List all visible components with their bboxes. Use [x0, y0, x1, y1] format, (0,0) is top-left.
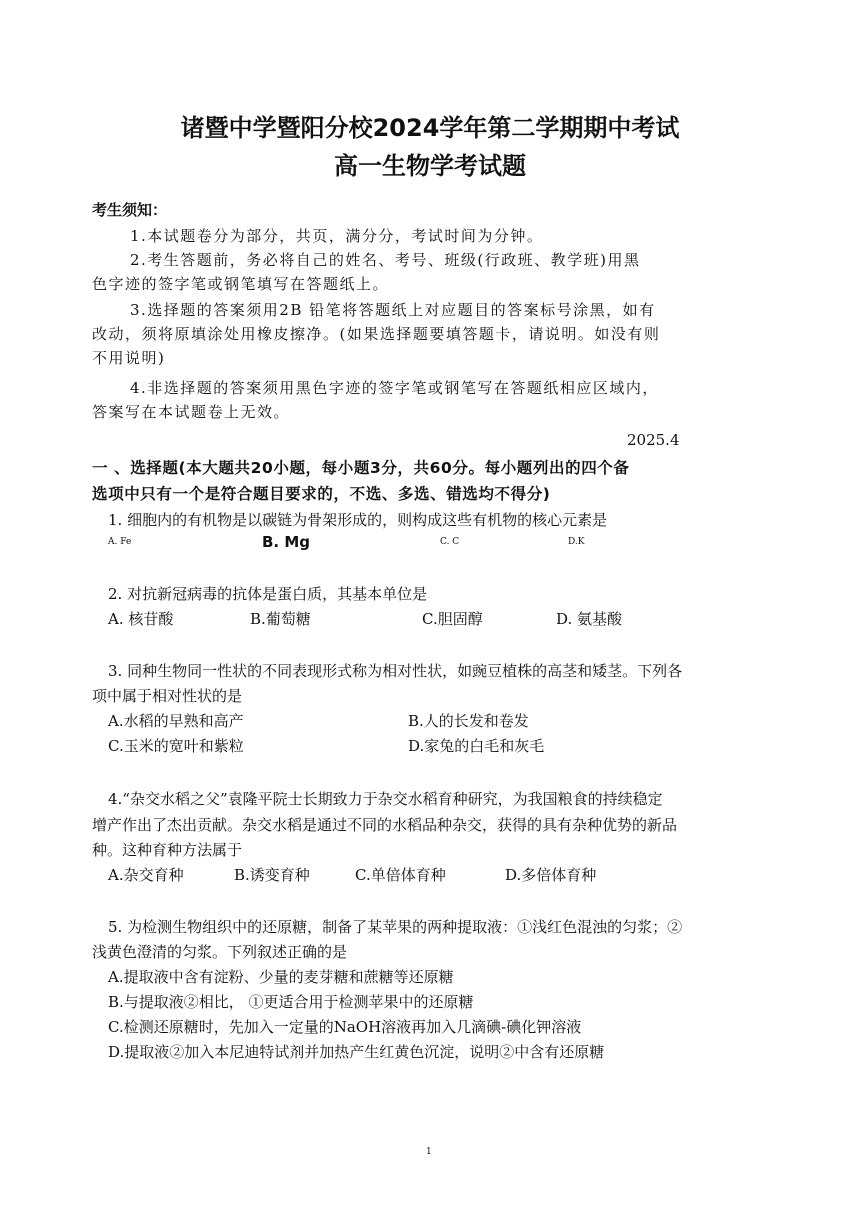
notice-item-3-line-3: 不用说明)	[92, 349, 166, 367]
question-1-option-a: A. Fe	[108, 537, 132, 547]
question-4-option-b: B.诱变育种	[234, 866, 310, 884]
question-4-option-c: C.单倍体育种	[355, 866, 446, 884]
question-4-option-a: A.杂交育种	[108, 866, 184, 884]
question-3-stem-line-2: 项中属于相对性状的是	[92, 687, 243, 705]
question-5-option-d: D.提取液②加入本尼迪特试剂并加热产生红黄色沉淀，说明②中含有还原糖	[108, 1043, 605, 1061]
question-3-option-d: D.家兔的白毛和灰毛	[408, 737, 545, 755]
exam-subtitle: 高一生物学考试题	[334, 152, 526, 180]
notice-item-2-line-1: 2.考生答题前，务必将自己的姓名、考号、班级(行政班、教学班)用黑	[130, 251, 641, 269]
section-1-heading-line-1: 一 、选择题(本大题共20小题，每小题3分，共60分。每小题列出的四个备	[92, 459, 630, 477]
question-4-stem-line-2: 增产作出了杰出贡献。杂交水稻是通过不同的水稻品种杂交，获得的具有杂种优势的新品	[92, 816, 678, 834]
question-4-option-d: D.多倍体育种	[505, 866, 597, 884]
question-5-stem-line-1: 5. 为检测生物组织中的还原糖，制备了某苹果的两种提取液：①浅红色混浊的匀浆；②	[108, 918, 683, 936]
question-2-option-d: D. 氨基酸	[556, 610, 623, 628]
question-3-stem-line-1: 3. 同种生物同一性状的不同表现形式称为相对性状，如豌豆植株的高茎和矮茎。下列各	[108, 662, 683, 680]
question-3-option-b: B.人的长发和卷发	[408, 712, 529, 730]
notice-item-4-line-2: 答案写在本试题卷上无效。	[92, 403, 291, 421]
question-1-option-d: D.K	[568, 537, 585, 547]
notice-item-3-line-2: 改动，须将原填涂处用橡皮擦净。(如果选择题要填答题卡，请说明。如没有则	[92, 325, 661, 343]
question-3-option-c: C.玉米的宽叶和紫粒	[108, 737, 244, 755]
question-2-option-a: A. 核苷酸	[108, 610, 174, 628]
section-1-heading-line-2: 选项中只有一个是符合题目要求的，不选、多选、错选均不得分)	[92, 485, 551, 503]
question-4-stem-line-1: 4.“杂交水稻之父”袁隆平院士长期致力于杂交水稻育种研究，为我国粮食的持续稳定	[108, 790, 663, 808]
question-5-option-c: C.检测还原糖时，先加入一定量的NaOH溶液再加入几滴碘-碘化钾溶液	[108, 1018, 582, 1036]
question-4-stem-line-3: 种。这种育种方法属于	[92, 841, 243, 859]
question-2-option-b: B.葡萄糖	[250, 610, 311, 628]
question-5-option-b: B.与提取液②相比， ①更适合用于检测苹果中的还原糖	[108, 993, 474, 1011]
notice-item-2-line-2: 色字迹的签字笔或钢笔填写在答题纸上。	[92, 275, 390, 293]
question-1-stem: 1. 细胞内的有机物是以碳链为骨架形成的，则构成这些有机物的核心元素是	[108, 511, 608, 529]
notice-heading: 考生须知：	[92, 201, 168, 219]
notice-item-1: 1.本试题卷分为部分，共页，满分分，考试时间为分钟。	[130, 227, 544, 245]
question-1-option-b: B. Mg	[262, 533, 311, 551]
exam-title: 诸暨中学暨阳分校2024学年第二学期期中考试	[180, 114, 680, 142]
question-2-option-c: C.胆固醇	[422, 610, 483, 628]
question-5-option-a: A.提取液中含有淀粉、少量的麦芽糖和蔗糖等还原糖	[108, 968, 454, 986]
page-number: 1	[426, 1147, 432, 1157]
question-3-option-a: A.水稻的早熟和高产	[108, 712, 244, 730]
question-2-stem: 2. 对抗新冠病毒的抗体是蛋白质，其基本单位是	[108, 585, 428, 603]
exam-date: 2025.4	[627, 431, 680, 449]
question-1-option-c: C. C	[440, 537, 460, 547]
notice-item-4-line-1: 4.非选择题的答案须用黑色字迹的签字笔或钢笔写在答题纸相应区域内，	[130, 379, 659, 397]
question-5-stem-line-2: 浅黄色澄清的匀浆。下列叙述正确的是	[92, 943, 348, 961]
notice-item-3-line-1: 3.选择题的答案须用2B 铅笔将答题纸上对应题目的答案标号涂黑，如有	[130, 301, 656, 319]
